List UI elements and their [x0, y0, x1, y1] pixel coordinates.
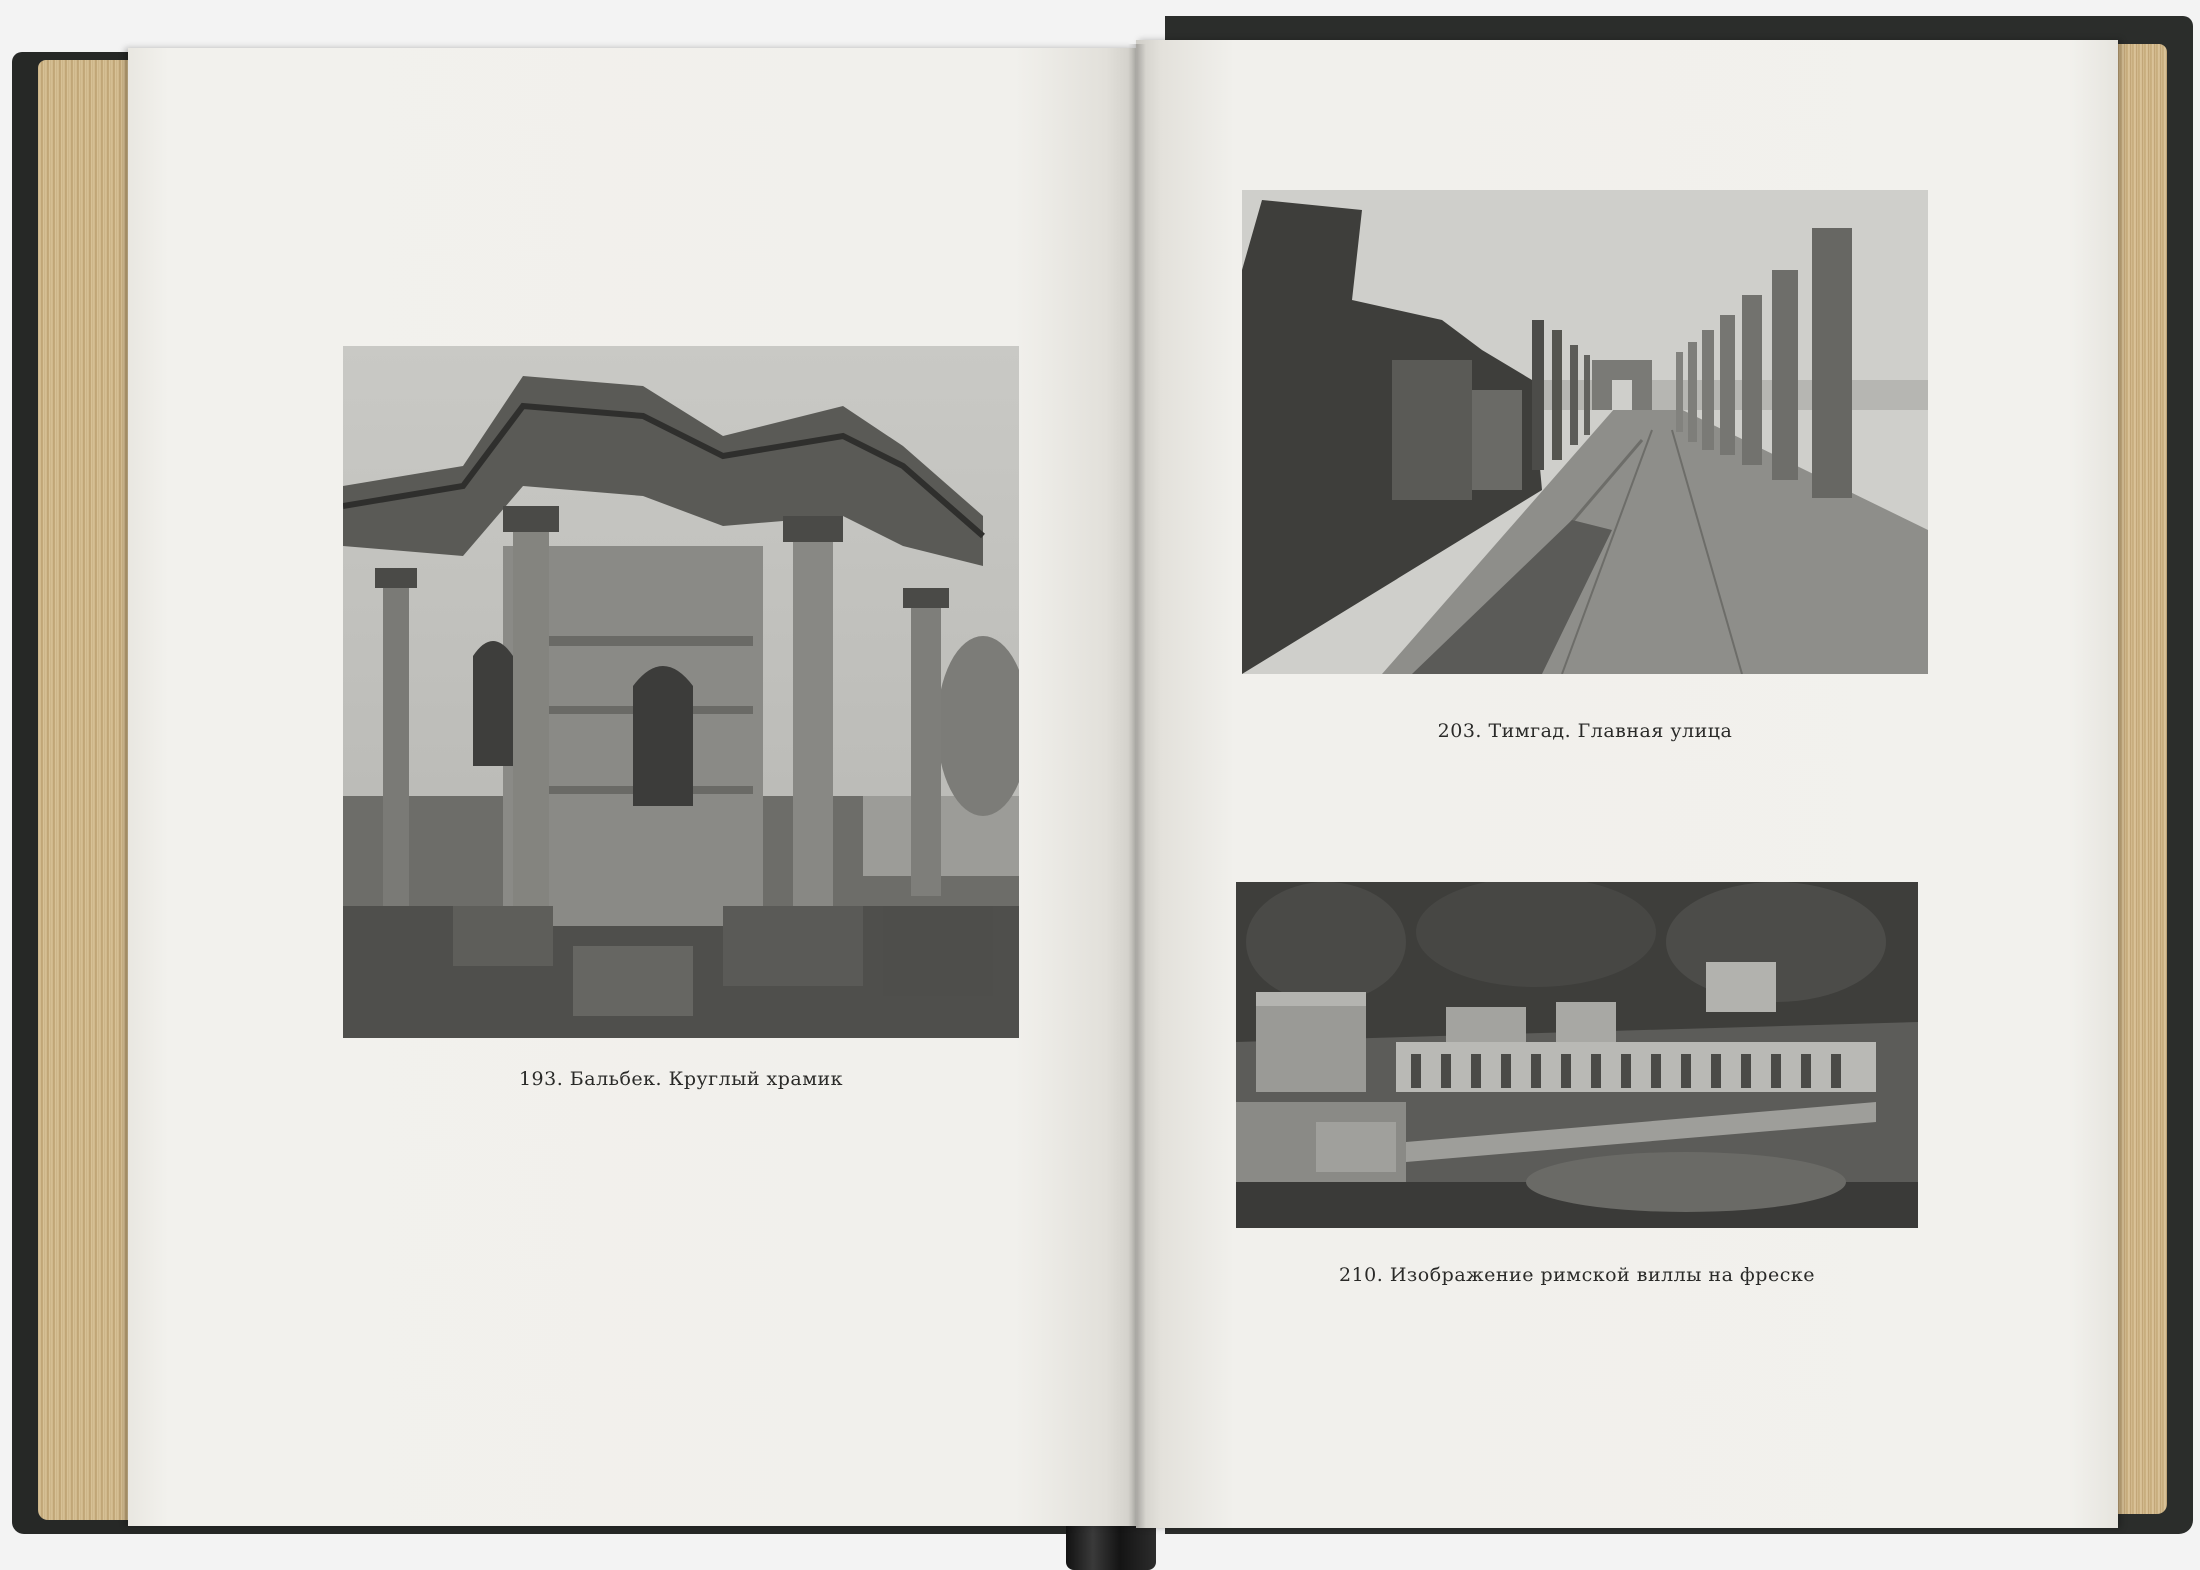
page-edge-left: [38, 60, 130, 1520]
caption-plate-210: 210. Изображение римской виллы на фреске: [1339, 1264, 1815, 1286]
villa-fresco-image: [1236, 882, 1918, 1228]
timgad-street-photo: [1242, 190, 1928, 674]
plate-baalbek-round-temple: [343, 346, 1019, 1038]
caption-plate-193: 193. Бальбек. Круглый храмик: [518, 1068, 844, 1090]
plate-timgad-main-street: [1242, 190, 1928, 674]
caption-plate-203: 203. Тимгад. Главная улица: [1437, 720, 1733, 742]
plate-roman-villa-fresco: [1236, 882, 1918, 1228]
baalbek-temple-photo: [343, 346, 1019, 1038]
book-gutter: [1128, 44, 1146, 1528]
